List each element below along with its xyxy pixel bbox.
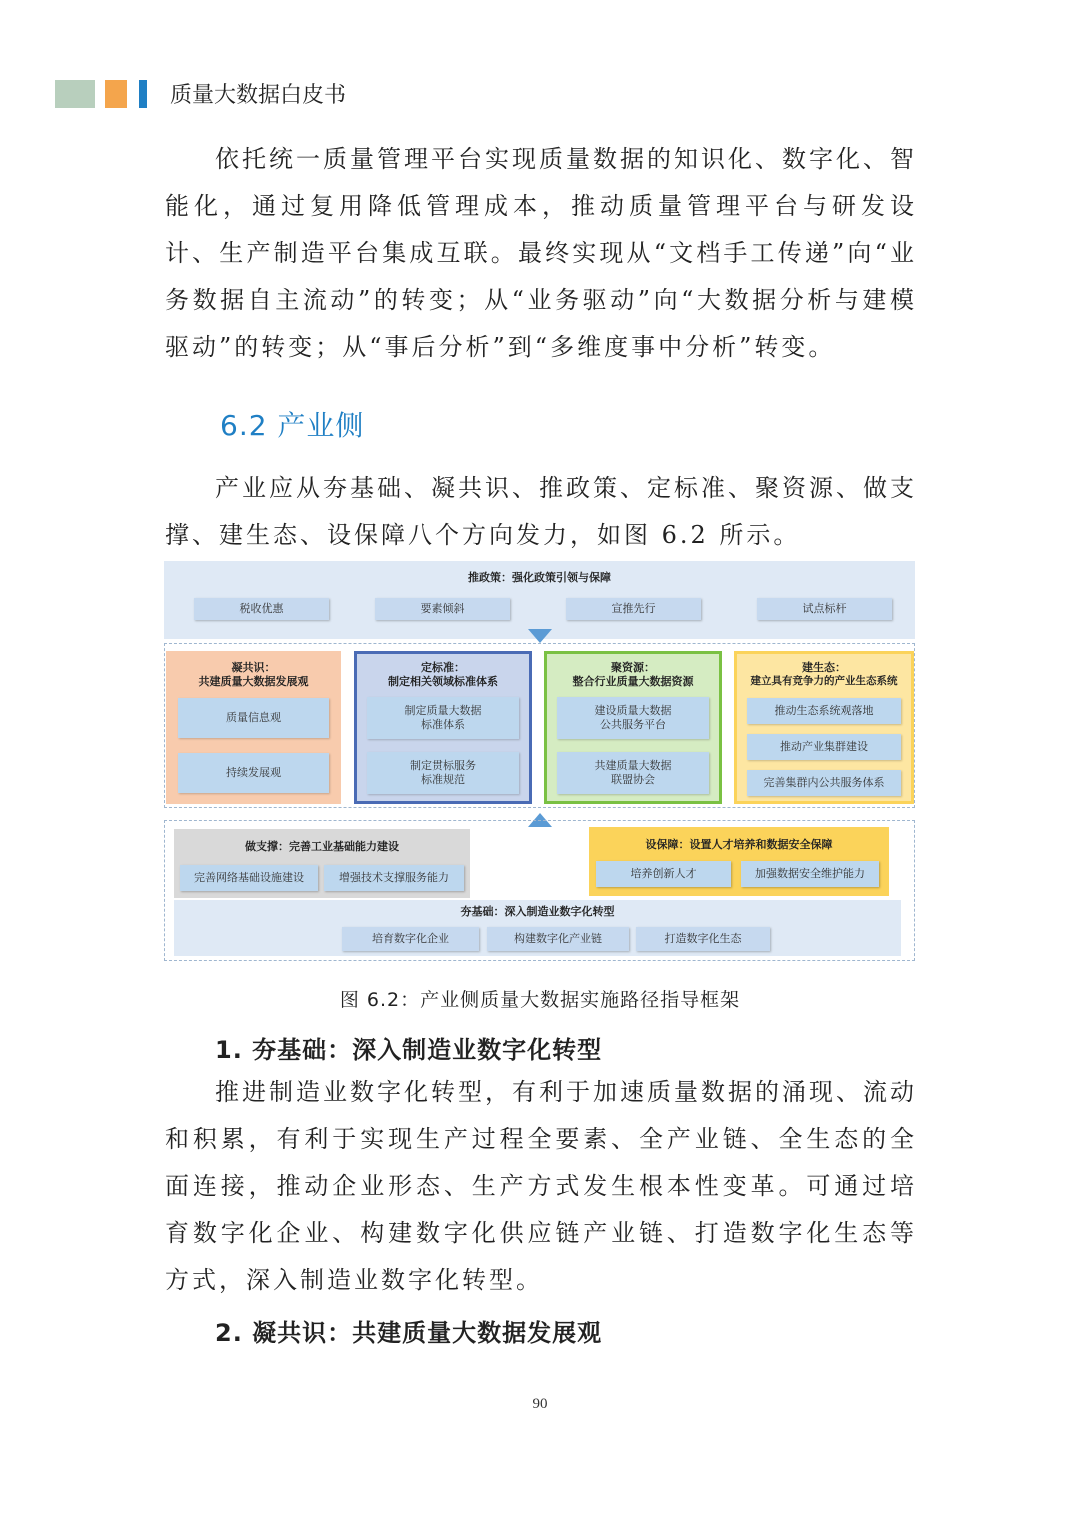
standard-item: 制定质量大数据 标准体系 [367, 697, 519, 739]
base-item: 构建数字化产业链 [487, 927, 629, 951]
standard-title-1: 定标准： [421, 661, 465, 674]
base-item: 打造数字化生态 [636, 927, 770, 951]
guarantee-item: 加强数据安全维护能力 [741, 861, 879, 887]
resource-title-2: 整合行业质量大数据资源 [572, 675, 694, 688]
paragraph-industry [165, 465, 917, 559]
header-title: 质量大数据白皮书 [170, 83, 347, 108]
header-block-orange [105, 80, 127, 108]
support-title: 做支撑：完善工业基础能力建设 [245, 840, 399, 853]
paragraph-intro [165, 136, 917, 371]
policy-item: 税收优惠 [194, 598, 329, 620]
ecology-title-2: 建立具有竞争力的产业生态系统 [750, 675, 898, 687]
ecology-item: 完善集群内公共服务体系 [747, 770, 901, 796]
support-item: 完善网络基础设施建设 [180, 865, 318, 891]
policy-item: 宣推先行 [566, 598, 701, 620]
subsection-title-1: 1. 夯基础：深入制造业数字化转型 [215, 1036, 603, 1064]
ecology-item: 推动生态系统观落地 [747, 698, 901, 724]
ecology-item: 推动产业集群建设 [747, 734, 901, 760]
standard-title-2: 制定相关领域标准体系 [388, 675, 498, 688]
consensus-item: 质量信息观 [178, 698, 329, 738]
resource-title-1: 聚资源： [611, 661, 655, 674]
arrow-down-icon [528, 629, 552, 643]
paragraph-foundation [165, 1069, 917, 1304]
consensus-item: 持续发展观 [178, 753, 329, 793]
policy-item: 试点标杆 [757, 598, 892, 620]
support-item: 增强技术支撑服务能力 [324, 865, 464, 891]
paragraph-industry-text: 产业应从夯基础、凝共识、推政策、定标准、聚资源、做支撑、建生态、设保障八个方向发力，如图 6.2 所示。 [165, 474, 917, 549]
subsection-title-2: 2. 凝共识：共建质量大数据发展观 [215, 1319, 603, 1347]
framework-figure [164, 561, 915, 961]
resource-item: 建设质量大数据 公共服务平台 [557, 697, 709, 739]
standard-item: 制定贯标服务 标准规范 [367, 752, 519, 794]
base-title: 夯基础：深入制造业数字化转型 [460, 905, 615, 918]
paragraph-foundation-text: 推进制造业数字化转型，有利于加速质量数据的涌现、流动和积累，有利于实现生产过程全要素、全产业链、全生态的全面连接，推动企业形态、生产方式发生根本性变革。可通过培育数字化企业、构建数字化供应链产业链、打造数字化生态等方式，深入制造业数字化转型。 [165, 1078, 917, 1294]
header-block-green [55, 80, 95, 108]
resource-item: 共建质量大数据 联盟协会 [557, 752, 709, 794]
figure-caption: 图 6.2：产业侧质量大数据实施路径指导框架 [339, 989, 741, 1011]
consensus-title-1: 凝共识： [231, 661, 276, 674]
consensus-title-2: 共建质量大数据发展观 [198, 675, 309, 688]
policy-item: 要素倾斜 [375, 598, 510, 620]
guarantee-item: 培养创新人才 [596, 861, 731, 887]
section-title: 6.2 产业侧 [220, 409, 365, 442]
paragraph-intro-text: 依托统一质量管理平台实现质量数据的知识化、数字化、智能化，通过复用降低管理成本，推动质量管理平台与研发设计、生产制造平台集成互联。最终实现从“文档手工传递”向“业务数据自主流动”的转变；从“业务驱动”向“大数据分析与建模驱动”的转变；从“事后分析”到“多维度事中分析”转变。 [165, 145, 917, 361]
page-number: 90 [532, 1396, 548, 1412]
ecology-title-1: 建生态： [802, 661, 846, 674]
base-item: 培育数字化企业 [342, 927, 479, 951]
policy-title: 推政策：强化政策引领与保障 [468, 571, 611, 584]
header-block-blue [139, 80, 147, 108]
guarantee-title: 设保障：设置人才培养和数据安全保障 [645, 838, 833, 851]
